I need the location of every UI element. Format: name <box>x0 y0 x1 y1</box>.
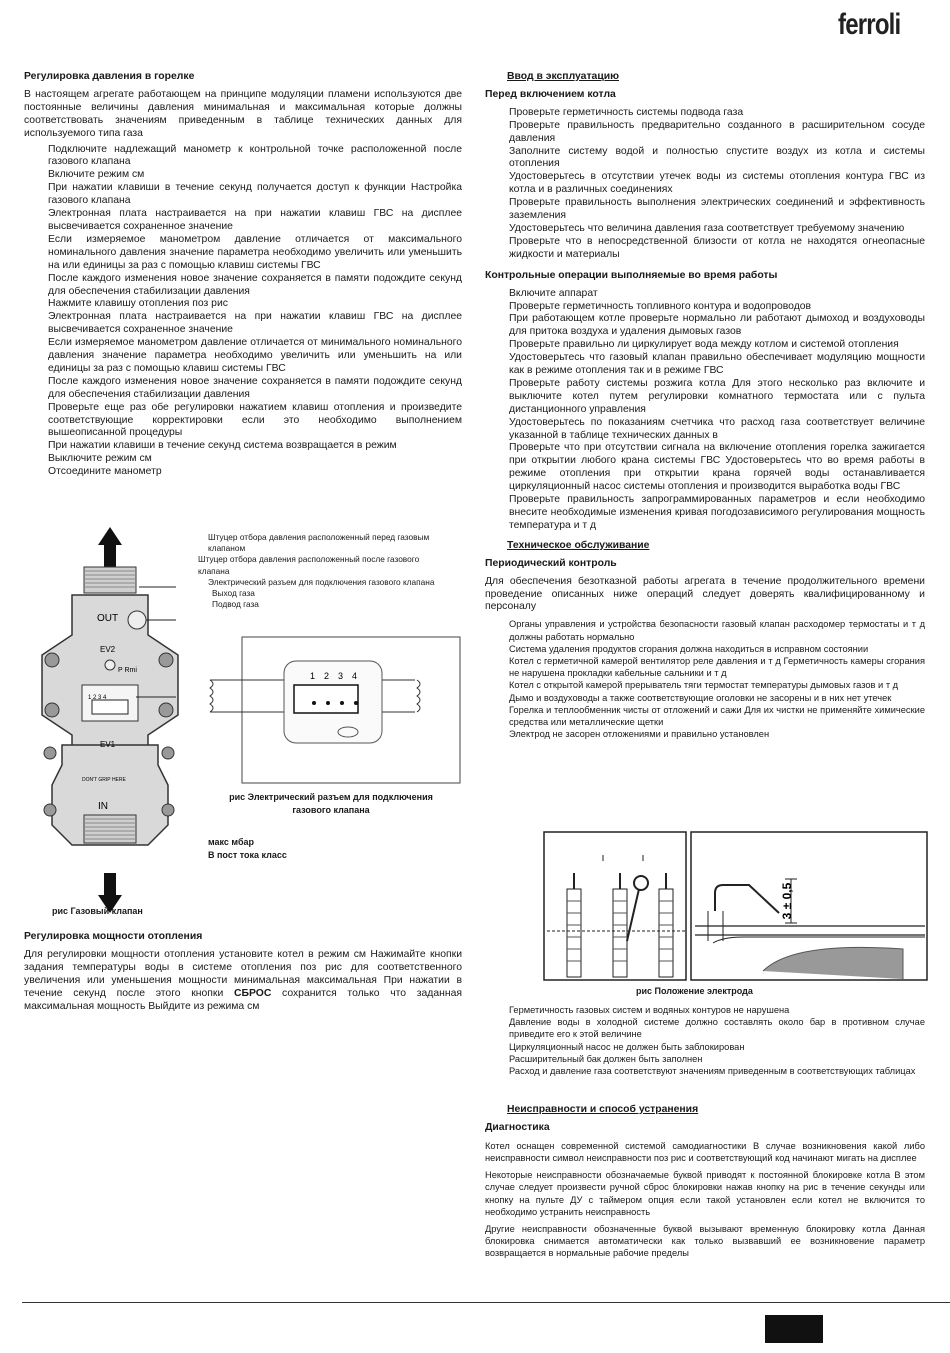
check-item: Проверьте что в непосредственной близости от котла не находятся огнеопасные жидкости и материалы <box>509 235 925 260</box>
pressure-step: Подключите надлежащий манометр к контрольной точке расположенной после газового клапана <box>48 143 462 168</box>
valve-legend-item: Подвод газа <box>212 599 259 610</box>
valve-spec-power: В пост тока класс <box>208 850 287 860</box>
periodic-item: Котел с открытой камерой прерыватель тяги термостат температуры дымовых газов и т д <box>509 680 899 691</box>
periodic-intro: Для обеспечения безотказной работы агрегата в течение продолжительного времени проведение описанных ниже операций следует доверять квалифицированному и персоналу <box>485 575 925 613</box>
gas-out-arrow-icon <box>98 527 122 567</box>
check-item: Проверьте правильность выполнения электрических соединений и эффективность заземления <box>509 197 925 222</box>
heating-section <box>24 931 462 1013</box>
valve-legend-item: Электрический разъем для подключения газового клапана <box>208 576 435 587</box>
periodic-item: Горелка и теплообменник чисты от отложений и сажи Для их чистки не применяйте химические средства или металлические щетки <box>509 704 925 727</box>
periodic-item: Органы управления и устройства безопасности газовый клапан расходомер термостаты и т д должны работать нормально <box>509 619 925 642</box>
left-column <box>24 71 462 479</box>
valve-legend-item: Штуцер отбора давления расположенный после газового клапана <box>198 554 420 576</box>
valve-ev1-label: EV1 <box>100 740 116 749</box>
section-title-pressure: Регулировка давления в горелке <box>24 71 195 82</box>
post-item: Давление воды в холодной системе должно составлять около бар в противном случае приведите его к этой величине <box>509 1017 925 1040</box>
pressure-intro: В настоящем агрегате работающем на принципе модуляции пламени используются две постоянные величины давления минимальная и максимальная которые должны соответствовать значениям приведенным в таблице технических данных для используемого типа газа <box>24 88 462 139</box>
section-title-commission: Ввод в эксплуатацию <box>507 71 619 82</box>
valve-legend <box>198 532 443 610</box>
pressure-step: При нажатии клавиши в течение секунд система возвращается в режим <box>48 440 397 452</box>
pressure-step: Если измеряемое манометром давление отличается от минимального номинального давления значение параметра необходимо увеличить или уменьшить на или единицы за раз с помощью клавиш системы ГВС <box>48 337 462 374</box>
op-item: Удостоверьтесь по показаниям счетчика что расход газа соответствует величине указанной в таблице технических данных в <box>509 416 925 441</box>
heating-text: Для регулировки мощности отопления установите котел в режим см Нажимайте кнопки задания температуры воды в системе отопления поз рис для соответственного увеличения или уменьшения мощности минимальная максимальная При нажатии в течение секунд после этого кнопки <box>24 948 462 999</box>
periodic-item: Система удаления продуктов сгорания должна находиться в исправном состоянии <box>509 643 869 654</box>
post-item: Расширительный бак должен быть заполнен <box>509 1053 703 1064</box>
check-item: Удостоверьтесь в отсутствии утечек воды из системы отопления контура ГВС из котла и в различных соединениях <box>509 171 925 196</box>
valve-grip-label: DON'T GRIP HERE <box>82 777 126 783</box>
valve-caption: рис Газовый клапан <box>52 906 143 916</box>
connector-caption: рис Электрический разъем для подключения газового клапана <box>229 792 433 815</box>
section-title-service: Техническое обслуживание <box>507 539 650 551</box>
valve-ev2-label: EV2 <box>100 645 116 654</box>
valve-out-label: OUT <box>97 613 119 624</box>
pressure-step: После каждого изменения новое значение сохраняется в памяти подождите секунд для обеспечения стабилизации давления <box>48 375 462 400</box>
connector-pin-number: 4 <box>352 671 358 681</box>
op-item: Проверьте что при отсутствии сигнала на включение отопления горелка зажигается при открытии любого крана системы ГВС Удостоверьтесь что во время работы в режиме отопления при открытии крана горячей воды останавливается циркуляционный насос системы отопления и производится выработка воды ГВС <box>509 442 925 493</box>
brand-logo: ferroli <box>838 8 901 41</box>
diag-paragraph: Котел оснащен современной системой самодиагностики В случае возникновения какой либо неисправности символ неисправности поз рис и соответствующий код начинают мигать на дисплее <box>485 1140 925 1164</box>
post-item: Расход и давление газа соответствуют значениям приведенным в соответствующих таблицах <box>509 1066 916 1077</box>
pressure-step: При нажатии клавиши в течение секунд получается доступ к функции Настройка газового клапана <box>48 182 462 207</box>
electrode-gap-label: 3 ± 0,5 <box>780 882 794 920</box>
heating-tail: сохранится только что заданная максимальная мощность Выйдите из режима см <box>24 987 463 1012</box>
pressure-step: Отсоедините манометр <box>48 466 162 478</box>
periodic-item: Электрод не засорен отложениями и правильно установлен <box>509 729 770 740</box>
diag-paragraph: Некоторые неисправности обозначаемые буквой приводят к постоянной блокировке котла В этом случае следует произвести ручной сброс блокировки нажав кнопку на рис в течение секунды или кнопку на пульте ДУ с таймером опция если такой установлен если котел не включится то необходимо устранить неисправность <box>485 1170 925 1217</box>
valve-legend-item: Выход газа <box>212 588 255 599</box>
op-item: Проверьте работу системы розжига котла Для этого несколько раз включите и выключите котел путем регулировки комнатного термостата или с пульта дистанционного управления <box>509 377 925 415</box>
footer-rule <box>22 1302 950 1303</box>
post-item: Циркуляционный насос не должен быть заблокирован <box>509 1041 745 1052</box>
post-checks <box>485 1004 925 1077</box>
pressure-step: Включите режим см <box>48 169 145 181</box>
connector-pin-number: 1 <box>310 671 316 681</box>
connector-pin-number: 3 <box>338 671 344 681</box>
valve-pin-label: 1 2 3 4 <box>88 695 107 701</box>
op-item: При работающем котле проверьте нормально ли работают дымоход и воздуховоды для притока воздуха и удаления дымовых газов <box>509 313 925 338</box>
valve-legend-item: Штуцер отбора давления расположенный перед газовым клапаном <box>208 532 430 554</box>
section-title-faults: Неисправности и способ устранения <box>507 1104 699 1115</box>
section-title-heating: Регулировка мощности отопления <box>24 931 203 942</box>
electrode-caption: рис Положение электрода <box>636 986 753 996</box>
pressure-step: Выключите режим см <box>48 453 152 465</box>
valve-in-label: IN <box>98 801 108 812</box>
pressure-step: Если измеряемое манометром давление отличается от максимального номинального давления значение параметра необходимо увеличить или уменьшить на или единицы за раз с помощью клавиш системы ГВС <box>48 233 462 271</box>
post-item: Герметичность газовых систем и водяных контуров не нарушена <box>509 1005 790 1015</box>
valve-pmin-label: P Rmi <box>118 667 137 674</box>
valve-spec-pressure: макс мбар <box>208 837 255 847</box>
subtitle-diagnostics: Диагностика <box>485 1121 550 1133</box>
right-column <box>485 71 925 740</box>
op-item: Включите аппарат <box>509 287 598 299</box>
pressure-step: После каждого изменения новое значение сохраняется в памяти подождите секунд для обеспечения стабилизации давления <box>48 272 462 297</box>
page-number-box <box>765 1315 823 1343</box>
subtitle-before-start: Перед включением котла <box>485 88 616 100</box>
pressure-step: Электронная плата настраивается на при нажатии клавиш ГВС на дисплее высвечивается сохраненное значение <box>48 208 462 232</box>
op-item: Проверьте правильно ли циркулирует вода между котлом и системой отопления <box>509 339 899 351</box>
op-item: Проверьте герметичность топливного контура и водопроводов <box>509 300 812 312</box>
check-item: Удостоверьтесь что величина давления газа соответствует требуемому значению <box>509 222 905 234</box>
periodic-item: Котел с герметичной камерой вентилятор реле давления и т д Герметичность камеры сгорания не нарушена прокладки кабельные сальники и т д <box>509 655 925 679</box>
pressure-step: Электронная плата настраивается на при нажатии клавиш ГВС на дисплее высвечивается сохраненное значение <box>48 311 462 336</box>
electrode-figure <box>543 831 929 981</box>
reset-key-label: СБРОС <box>233 987 272 999</box>
periodic-item: Дымо и воздуховоды а также соответствующие оголовки не засорены и в них нет утечек <box>509 692 892 703</box>
pressure-step: Нажмите клавишу отопления поз рис <box>48 298 228 310</box>
check-item: Заполните систему водой и полностью спустите воздух из котла и системы отопления <box>509 145 925 170</box>
pressure-step: Проверьте еще раз обе регулировки нажатием клавиш отопления и произведите соответствующие корректировки если это необходимо выполнением вышеописанной процедуры <box>48 401 462 439</box>
connector-pin-number: 2 <box>324 671 330 681</box>
subtitle-operation: Контрольные операции выполняемые во время работы <box>485 269 778 281</box>
diag-paragraph: Другие неисправности обозначенные буквой вызывают временную блокировку котла Данная блокировка снимается автоматически как только вызвавший ее возникновение параметр возвращается в нормальные рабочие пределы <box>485 1224 925 1259</box>
check-item: Проверьте герметичность системы подвода газа <box>509 106 744 118</box>
op-item: Удостоверьтесь что газовый клапан правильно обеспечивает модуляцию мощности как в режиме отопления так и в режиме ГВС <box>509 352 925 377</box>
check-item: Проверьте правильность предварительно созданного в расширительном сосуде давления <box>509 119 925 144</box>
faults-section <box>485 1104 925 1260</box>
subtitle-periodic: Периодический контроль <box>485 557 617 569</box>
op-item: Проверьте правильность запрограммированных параметров и если необходимо внесите необходимые изменения кривая погодозависимого регулирования мощность температура и т д <box>509 494 925 531</box>
